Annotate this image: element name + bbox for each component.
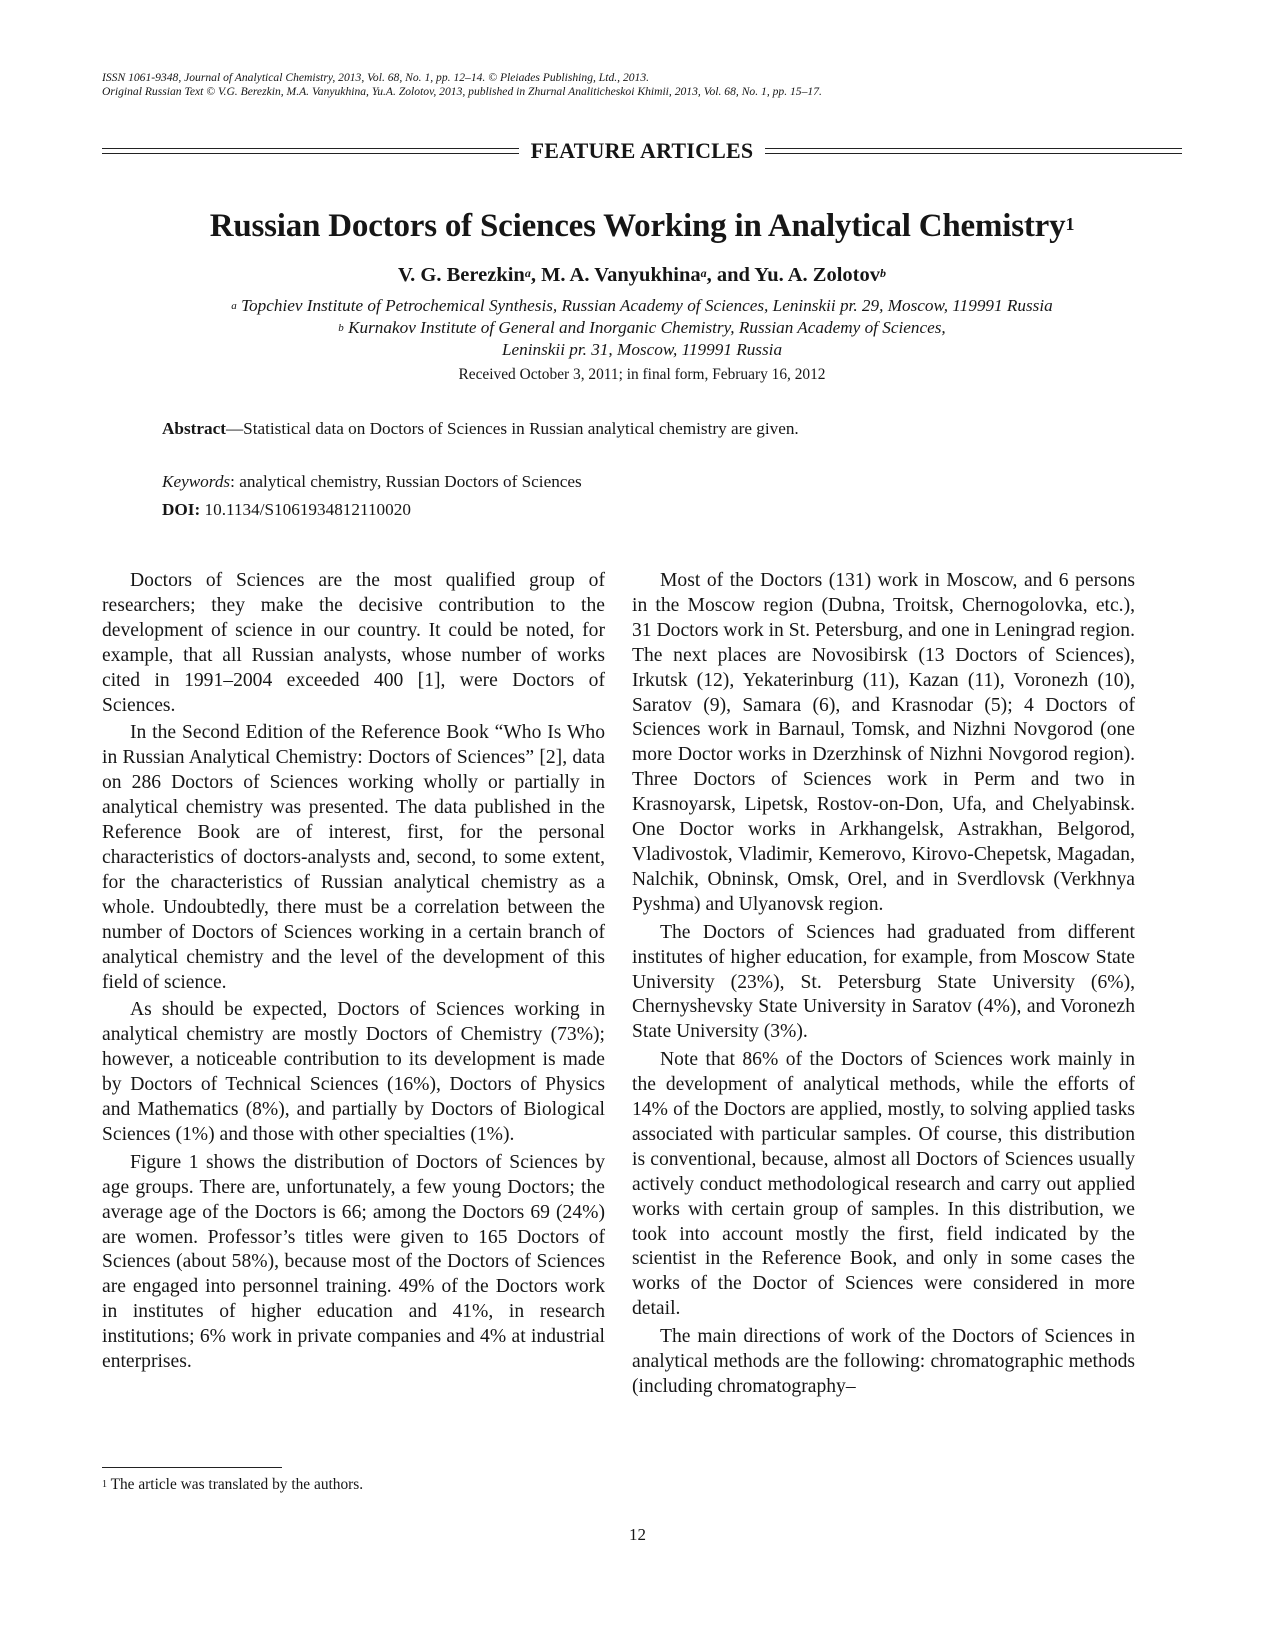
keywords-label: Keywords (162, 472, 231, 491)
abstract (162, 418, 1122, 440)
page-number: 12 (629, 1525, 646, 1544)
affiliations (102, 295, 1182, 361)
affiliation-mark: b (338, 322, 344, 334)
body-paragraph: Doctors of Sciences are the most qualified group of researchers; they make the decisive contribution to the development of science in our country. It could be noted, for example, that all Russian analysts, whose number of works cited in 1991–2004 exceeded 400 [1], were Doctors of Sciences. (102, 570, 605, 716)
footnote (102, 1475, 605, 1495)
body-paragraph: In the Second Edition of the Reference Book “Who Is Who in Russian Analytical Chemistry: Doctors of Sciences” [2], data on 286 Doctors of Sciences working wholly or partially in analytical chemistry was presented. The data published in the Reference Book are of interest, first, for the personal characteristics of doctors-analysts and, second, to some extent, for the characteristics of Russian analytical chemistry as a whole. Undoubtedly, there must be a correlation between the number of Doctors of Sciences working in a certain branch of analytical chemistry and the level of the development of this field of science. (102, 722, 605, 993)
article-title-text: Russian Doctors of Sciences Working in Analytical Chemistry (209, 208, 1066, 244)
footnote-text: The article was translated by the authors. (107, 1476, 364, 1493)
abstract-text: —Statistical data on Doctors of Sciences in Russian analytical chemistry are given. (225, 419, 799, 438)
original-text-line: Original Russian Text © V.G. Berezkin, M.A. Vanyukhina, Yu.A. Zolotov, 2013, published in Zhurnal Analiticheskoi Khimii, 2013, Vol. 68, No. 1, pp. 15–17. (102, 84, 822, 98)
section-label: FEATURE ARTICLES (530, 138, 754, 163)
affiliation-mark: a (231, 300, 237, 312)
banner-rule-right (765, 148, 1182, 154)
author-separator: , (530, 264, 542, 286)
body-paragraph: The Doctors of Sciences had graduated from different institutes of higher education, for example, from Moscow State University (23%), St. Petersburg State University (6%), Chernyshevsky State University in Saratov (4%), and Voronezh State University (3%). (632, 921, 1135, 1043)
keywords (162, 471, 1122, 493)
article-title (102, 207, 1182, 245)
footnote-mark: 1 (102, 1479, 107, 1490)
doi-label: DOI: (162, 500, 201, 519)
footnote-divider (102, 1467, 282, 1468)
doi (162, 499, 1122, 521)
abstract-label: Abstract (162, 419, 226, 438)
affiliation-text: Topchiev Institute of Petrochemical Synthesis, Russian Academy of Sciences, Leninskii pr. 29, Moscow, 119991 Russia (241, 296, 1053, 315)
author-separator: , and (706, 264, 755, 286)
body-paragraph: The main directions of work of the Doctors of Sciences in analytical methods are the following: chromatographic methods (including chromatography– (632, 1326, 1135, 1397)
author-affil-mark: b (879, 266, 886, 280)
body-paragraph: Figure 1 shows the distribution of Doctors of Sciences by age groups. There are, unfortunately, a few young Doctors; the average age of the Doctors is 66; among the Doctors 69 (24%) are women. Professor’s titles were given to 165 Doctors of Sciences (about 58%), because most of the Doctors of Sciences are engaged into personnel training. 49% of the Doctors work in institutes of higher education and 41%, in research institutions; 6% work in private companies and 4% at industrial enterprises. (102, 1151, 605, 1373)
banner-rule-left (102, 148, 519, 154)
doi-text: 10.1134/S1061934812110020 (200, 500, 411, 519)
journal-header (102, 71, 1182, 98)
body-paragraph: As should be expected, Doctors of Sciences working in analytical chemistry are mostly Doctors of Chemistry (73%); however, a noticeable contribution to its development is made by Doctors of Technical Sciences (16%), Doctors of Physics and Mathematics (8%), and partially by Doctors of Biological Sciences (1%) and those with other specialties (1%). (102, 999, 605, 1145)
author-name: M. A. Vanyukhina (541, 264, 701, 286)
keywords-text: : analytical chemistry, Russian Doctors of Sciences (230, 472, 582, 491)
body-column-left (102, 569, 605, 1378)
body-paragraph: Most of the Doctors (131) work in Moscow, and 6 persons in the Moscow region (Dubna, Troitsk, Chernogolovka, etc.), 31 Doctors work in St. Petersburg, and one in Leningrad region. The next places are Novosibirsk (13 Doctors of Sciences), Irkutsk (12), Yekaterinburg (11), Kazan (11), Voronezh (10), Saratov (9), Samara (6), and Krasnodar (5); 4 Doctors of Sciences work in Barnaul, Tomsk, and Nizhni Novgorod (one more Doctor works in Dzerzhinsk of Nizhni Novgorod region). Three Doctors of Sciences work in Perm and two in Krasnoyarsk, Lipetsk, Rostov-on-Don, Ufa, and Chelyabinsk. One Doctor works in Arkhangelsk, Astrakhan, Belgorod, Vladivostok, Vladimir, Kemerovo, Kirovo-Chepetsk, Magadan, Nalchik, Obninsk, Omsk, Orel, and in Sverdlovsk (Verkhnya Pyshma) and Ulyanovsk region. (632, 570, 1135, 915)
body-column-right (632, 569, 1135, 1403)
author-list (102, 262, 1182, 288)
author-affil-mark: a (524, 266, 531, 280)
author-affil-mark: a (700, 266, 707, 280)
journal-citation-line: ISSN 1061-9348, Journal of Analytical Chemistry, 2013, Vol. 68, No. 1, pp. 12–14. © Pleiades Publishing, Ltd., 2013. (102, 71, 650, 84)
affiliation-text: Kurnakov Institute of General and Inorganic Chemistry, Russian Academy of Sciences, (348, 318, 946, 337)
affiliation-b-line2: Leninskii pr. 31, Moscow, 119991 Russia (501, 340, 783, 359)
body-paragraph: Note that 86% of the Doctors of Sciences work mainly in the development of analytical methods, while the efforts of 14% of the Doctors are applied, mostly, to solving applied tasks associated with particular samples. Of course, this distribution is conventional, because, almost all Doctors of Sciences usually actively conduct methodological research and carry out applied works with certain group of samples. In this distribution, we took into account mostly the first, field indicated by the scientist in the Reference Book, and only in some cases the works of the Doctor of Sciences were considered in more detail. (632, 1049, 1135, 1320)
received-dates: Received October 3, 2011; in final form, February 16, 2012 (458, 366, 826, 383)
author-name: V. G. Berezkin (398, 264, 525, 286)
section-banner (102, 134, 1182, 168)
author-name: Yu. A. Zolotov (754, 264, 880, 286)
affiliation-b (102, 317, 1182, 339)
title-footnote-mark: 1 (1065, 214, 1075, 234)
affiliation-a (102, 295, 1182, 317)
